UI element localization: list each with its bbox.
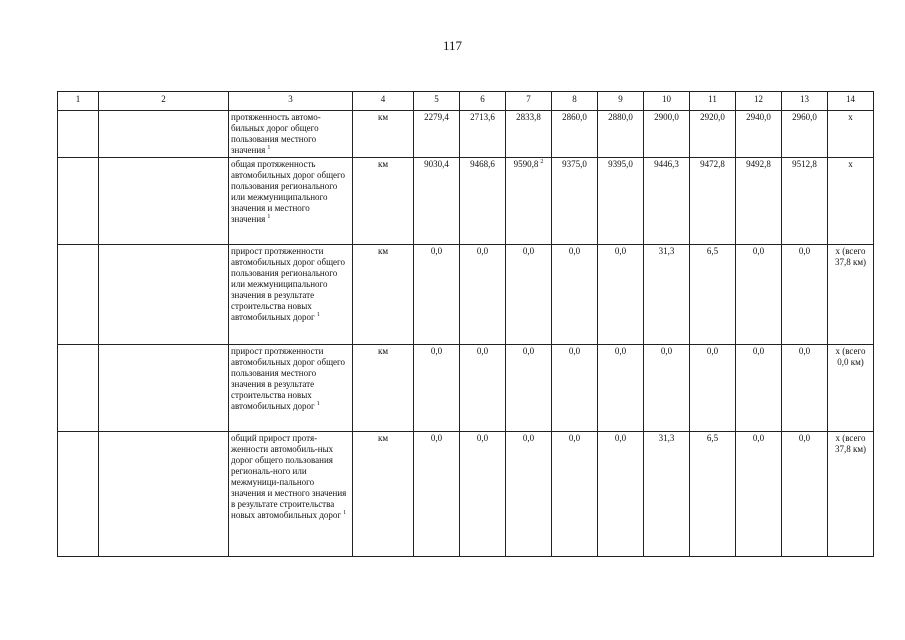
value-cell	[414, 432, 460, 557]
header-cell: 9	[598, 92, 644, 111]
value-cell	[506, 432, 552, 557]
footnote-marker: 1	[267, 145, 271, 151]
remark-cell: х (всего 37,8 км)	[828, 245, 874, 345]
col1-cell	[58, 245, 99, 345]
value-cell	[782, 432, 828, 557]
col1-cell	[58, 345, 99, 432]
value-text: 6,5	[706, 433, 719, 443]
value-text: 9030,4	[424, 159, 449, 169]
header-cell: 5	[414, 92, 460, 111]
table-row	[58, 158, 874, 245]
footnote-marker: 1	[316, 312, 320, 318]
unit-cell: км	[353, 245, 414, 345]
value-text: 9512,8	[792, 159, 817, 169]
value-text: 2833,8	[516, 112, 541, 122]
header-cell: 14	[828, 92, 874, 111]
col1-cell	[58, 111, 99, 158]
value-text: 0,0	[752, 246, 765, 256]
footnote-marker: 1	[267, 214, 271, 220]
header-cell: 11	[690, 92, 736, 111]
value-text: 0,0	[568, 346, 581, 356]
value-text: 0,0	[568, 433, 581, 443]
value-text: 9395,0	[608, 159, 633, 169]
value-cell	[690, 111, 736, 158]
description-text: прирост протяженности автомобильных дорог общего пользования местного значения в результате строительства новых автомобильных дорог	[231, 346, 345, 411]
value-text: 2900,0	[654, 112, 679, 122]
value-cell	[460, 345, 506, 432]
value-text: 0,0	[614, 246, 627, 256]
value-cell	[690, 158, 736, 245]
col1-cell	[58, 432, 99, 557]
header-cell: 1	[58, 92, 99, 111]
description-cell	[229, 111, 353, 158]
value-cell	[552, 245, 598, 345]
value-text: 0,0	[706, 346, 719, 356]
value-text: 0,0	[430, 346, 443, 356]
value-cell	[782, 245, 828, 345]
value-cell	[506, 345, 552, 432]
value-cell	[644, 111, 690, 158]
value-text: 2713,6	[470, 112, 495, 122]
value-cell	[414, 111, 460, 158]
value-text: 9468,6	[470, 159, 495, 169]
value-text: 9492,8	[746, 159, 771, 169]
value-cell	[460, 111, 506, 158]
value-cell	[736, 432, 782, 557]
value-cell	[414, 245, 460, 345]
value-cell	[644, 245, 690, 345]
value-cell	[414, 158, 460, 245]
value-text: 0,0	[522, 433, 535, 443]
value-text: 2860,0	[562, 112, 587, 122]
value-text: 31,3	[658, 246, 675, 256]
value-text: 0,0	[614, 433, 627, 443]
value-text: 9590,8	[513, 159, 539, 169]
table-row	[58, 245, 874, 345]
value-cell	[598, 158, 644, 245]
header-cell: 2	[99, 92, 229, 111]
header-cell: 3	[229, 92, 353, 111]
description-cell	[229, 345, 353, 432]
unit-cell: км	[353, 345, 414, 432]
value-cell	[552, 345, 598, 432]
value-text: 0,0	[476, 246, 489, 256]
col2-cell	[99, 111, 229, 158]
value-text: 0,0	[522, 246, 535, 256]
value-cell	[506, 158, 552, 245]
value-text: 0,0	[430, 433, 443, 443]
value-cell	[460, 245, 506, 345]
value-cell	[552, 158, 598, 245]
value-cell	[736, 158, 782, 245]
description-text: прирост протяженности автомобильных дорог общего пользования регионального или межмуниципального значения в результате строительства новых автомобильных дорог	[231, 246, 345, 322]
value-text: 2279,4	[424, 112, 449, 122]
value-cell	[644, 345, 690, 432]
value-cell	[552, 111, 598, 158]
value-cell	[598, 111, 644, 158]
value-cell	[736, 111, 782, 158]
value-text: 0,0	[752, 346, 765, 356]
value-text: 0,0	[798, 346, 811, 356]
col2-cell	[99, 432, 229, 557]
value-cell	[598, 245, 644, 345]
value-text: 6,5	[706, 246, 719, 256]
page-number: 117	[442, 38, 463, 53]
value-cell	[460, 158, 506, 245]
value-text: 2940,0	[746, 112, 771, 122]
header-cell: 13	[782, 92, 828, 111]
table-row	[58, 111, 874, 158]
remark-cell: х	[828, 111, 874, 158]
value-cell	[414, 345, 460, 432]
description-cell	[229, 432, 353, 557]
unit-cell: км	[353, 111, 414, 158]
col2-cell	[99, 345, 229, 432]
description-text: общая протяженность автомобильных дорог общего пользования регионального или межмуниципального значения и местного значения	[231, 159, 345, 224]
value-cell	[552, 432, 598, 557]
value-text: 0,0	[614, 346, 627, 356]
value-text: 9472,8	[700, 159, 725, 169]
remark-cell: х	[828, 158, 874, 245]
header-row	[58, 92, 874, 111]
value-cell	[598, 432, 644, 557]
footnote-marker: 2	[540, 159, 544, 165]
header-cell: 4	[353, 92, 414, 111]
value-cell	[460, 432, 506, 557]
value-cell	[506, 111, 552, 158]
header-cell: 6	[460, 92, 506, 111]
description-text: протяженность автомо-бильных дорог общего пользования местного значения	[231, 112, 321, 155]
value-cell	[736, 245, 782, 345]
header-cell: 12	[736, 92, 782, 111]
value-text: 0,0	[476, 433, 489, 443]
value-cell	[690, 432, 736, 557]
footnote-marker: 1	[316, 401, 320, 407]
value-text: 9375,0	[562, 159, 587, 169]
value-cell	[644, 158, 690, 245]
value-cell	[598, 345, 644, 432]
value-cell	[782, 345, 828, 432]
description-cell	[229, 245, 353, 345]
value-text: 0,0	[430, 246, 443, 256]
value-text: 2880,0	[608, 112, 633, 122]
value-text: 2960,0	[792, 112, 817, 122]
col2-cell	[99, 158, 229, 245]
description-text: общий прирост протя-женности автомобиль-ных дорог общего пользования региональ-ного или межмуници-пального значения и местного значения в результате строительства новых автомобильных дорог	[231, 433, 347, 520]
description-cell	[229, 158, 353, 245]
indicators-table	[57, 91, 874, 557]
value-cell	[690, 345, 736, 432]
value-text: 0,0	[798, 433, 811, 443]
value-text: 0,0	[660, 346, 673, 356]
header-cell: 8	[552, 92, 598, 111]
value-cell	[736, 345, 782, 432]
value-text: 2920,0	[700, 112, 725, 122]
remark-cell: х (всего 37,8 км)	[828, 432, 874, 557]
value-text: 0,0	[752, 433, 765, 443]
table-row	[58, 345, 874, 432]
remark-cell: х (всего 0,0 км)	[828, 345, 874, 432]
value-text: 9446,3	[654, 159, 679, 169]
unit-cell: км	[353, 432, 414, 557]
value-text: 0,0	[798, 246, 811, 256]
table-body	[58, 111, 874, 557]
value-text: 31,3	[658, 433, 675, 443]
col1-cell	[58, 158, 99, 245]
value-cell	[690, 245, 736, 345]
value-text: 0,0	[522, 346, 535, 356]
table-row	[58, 432, 874, 557]
header-cell: 10	[644, 92, 690, 111]
value-cell	[644, 432, 690, 557]
unit-cell: км	[353, 158, 414, 245]
value-text: 0,0	[476, 346, 489, 356]
value-cell	[782, 158, 828, 245]
value-cell	[782, 111, 828, 158]
value-text: 0,0	[568, 246, 581, 256]
value-cell	[506, 245, 552, 345]
footnote-marker: 1	[343, 510, 347, 516]
header-cell: 7	[506, 92, 552, 111]
col2-cell	[99, 245, 229, 345]
